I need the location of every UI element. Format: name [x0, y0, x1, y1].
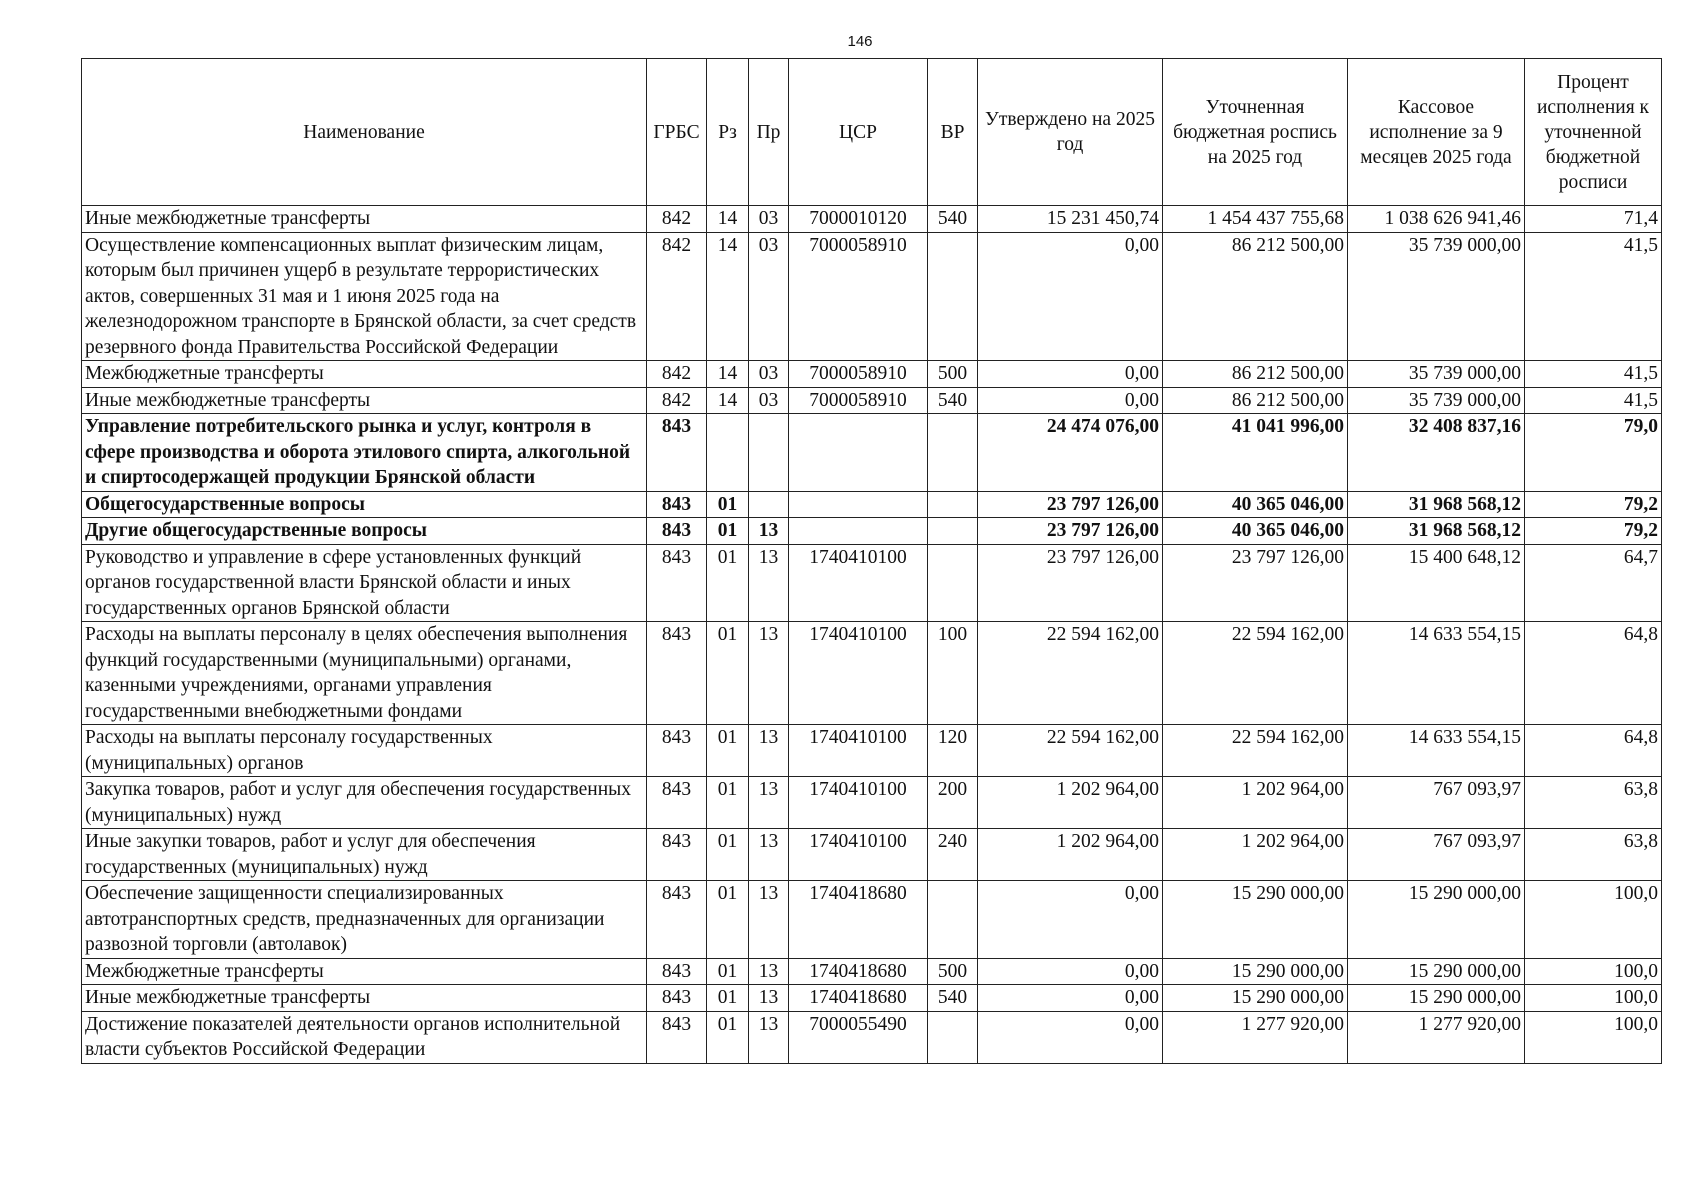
cell-csr: 1740418680: [789, 881, 928, 959]
cell-grbs: 842: [647, 361, 707, 388]
cell-percent: 41,5: [1525, 232, 1662, 361]
cell-approved: 0,00: [978, 1011, 1163, 1063]
cell-grbs: 843: [647, 725, 707, 777]
cell-grbs: 843: [647, 777, 707, 829]
cell-approved: 0,00: [978, 232, 1163, 361]
cell-vr: 540: [928, 985, 978, 1012]
table-row: [82, 518, 1662, 545]
cell-approved: 23 797 126,00: [978, 544, 1163, 622]
cell-csr: [789, 414, 928, 492]
cell-pr: 13: [749, 881, 789, 959]
cell-pr: 13: [749, 1011, 789, 1063]
header-rz: Рз: [707, 59, 749, 206]
table-row: [82, 491, 1662, 518]
cell-name: Иные межбюджетные трансферты: [82, 206, 647, 233]
cell-pr: [749, 414, 789, 492]
cell-name: Межбюджетные трансферты: [82, 361, 647, 388]
cell-vr: 240: [928, 829, 978, 881]
cell-grbs: 843: [647, 518, 707, 545]
cell-approved: 0,00: [978, 958, 1163, 985]
cell-percent: 79,2: [1525, 518, 1662, 545]
cell-name: Общегосударственные вопросы: [82, 491, 647, 518]
cell-vr: 100: [928, 622, 978, 725]
cell-pr: 13: [749, 829, 789, 881]
cell-vr: 200: [928, 777, 978, 829]
cell-name: Иные закупки товаров, работ и услуг для обеспечения государственных (муниципальных) нужд: [82, 829, 647, 881]
cell-grbs: 843: [647, 622, 707, 725]
cell-pr: 13: [749, 777, 789, 829]
cell-refined: 86 212 500,00: [1163, 387, 1348, 414]
table-row: [82, 206, 1662, 233]
cell-grbs: 842: [647, 387, 707, 414]
table-header-row: [82, 59, 1662, 206]
cell-percent: 41,5: [1525, 387, 1662, 414]
cell-csr: 7000058910: [789, 387, 928, 414]
cell-rz: 14: [707, 387, 749, 414]
cell-vr: [928, 414, 978, 492]
cell-grbs: 842: [647, 206, 707, 233]
cell-pr: 03: [749, 206, 789, 233]
cell-pr: 03: [749, 361, 789, 388]
cell-grbs: 843: [647, 958, 707, 985]
cell-name: Иные межбюджетные трансферты: [82, 985, 647, 1012]
table-row: [82, 414, 1662, 492]
cell-csr: 1740410100: [789, 544, 928, 622]
table-row: [82, 544, 1662, 622]
cell-pr: 13: [749, 544, 789, 622]
header-vr: ВР: [928, 59, 978, 206]
cell-name: Осуществление компенсационных выплат физическим лицам, которым был причинен ущерб в результате террористических актов, совершенных 31 мая и 1 июня 2025 года на железнодорожном транспорте в Брянской области, за счет средств резервного фонда Правительства Российской Федерации: [82, 232, 647, 361]
cell-approved: 0,00: [978, 881, 1163, 959]
cell-refined: 22 594 162,00: [1163, 622, 1348, 725]
table-row: [82, 1011, 1662, 1063]
table-row: [82, 881, 1662, 959]
cell-pr: 03: [749, 232, 789, 361]
cell-vr: 500: [928, 958, 978, 985]
cell-vr: 120: [928, 725, 978, 777]
cell-percent: 64,7: [1525, 544, 1662, 622]
cell-percent: 100,0: [1525, 881, 1662, 959]
cell-percent: 79,0: [1525, 414, 1662, 492]
cell-rz: 01: [707, 544, 749, 622]
cell-name: Расходы на выплаты персоналу государственных (муниципальных) органов: [82, 725, 647, 777]
cell-grbs: 843: [647, 544, 707, 622]
budget-table: [81, 58, 1662, 1064]
cell-csr: 1740418680: [789, 985, 928, 1012]
cell-percent: 100,0: [1525, 985, 1662, 1012]
cell-vr: 500: [928, 361, 978, 388]
header-percent: Процент исполнения к уточненной бюджетной росписи: [1525, 59, 1662, 206]
cell-rz: 14: [707, 206, 749, 233]
cell-cash: 14 633 554,15: [1348, 622, 1525, 725]
cell-cash: 767 093,97: [1348, 829, 1525, 881]
cell-refined: 1 454 437 755,68: [1163, 206, 1348, 233]
table-row: [82, 387, 1662, 414]
cell-refined: 1 202 964,00: [1163, 829, 1348, 881]
table-row: [82, 985, 1662, 1012]
cell-vr: [928, 491, 978, 518]
cell-grbs: 842: [647, 232, 707, 361]
cell-grbs: 843: [647, 1011, 707, 1063]
cell-pr: 03: [749, 387, 789, 414]
cell-name: Управление потребительского рынка и услуг, контроля в сфере производства и оборота этилового спирта, алкогольной и спиртосодержащей продукции Брянской области: [82, 414, 647, 492]
header-cash: Кассовое исполнение за 9 месяцев 2025 года: [1348, 59, 1525, 206]
cell-approved: 22 594 162,00: [978, 622, 1163, 725]
cell-csr: 1740410100: [789, 777, 928, 829]
cell-refined: 15 290 000,00: [1163, 985, 1348, 1012]
cell-cash: 31 968 568,12: [1348, 518, 1525, 545]
cell-approved: 1 202 964,00: [978, 777, 1163, 829]
header-csr: ЦСР: [789, 59, 928, 206]
table-row: [82, 777, 1662, 829]
cell-percent: 64,8: [1525, 622, 1662, 725]
cell-percent: 63,8: [1525, 829, 1662, 881]
cell-name: Обеспечение защищенности специализированных автотранспортных средств, предназначенных для организации развозной торговли (автолавок): [82, 881, 647, 959]
cell-vr: 540: [928, 206, 978, 233]
cell-rz: 01: [707, 518, 749, 545]
cell-pr: 13: [749, 518, 789, 545]
cell-csr: 1740410100: [789, 725, 928, 777]
cell-csr: 1740410100: [789, 829, 928, 881]
cell-refined: 86 212 500,00: [1163, 361, 1348, 388]
cell-rz: 01: [707, 1011, 749, 1063]
cell-csr: 7000055490: [789, 1011, 928, 1063]
cell-percent: 79,2: [1525, 491, 1662, 518]
cell-csr: 1740410100: [789, 622, 928, 725]
cell-approved: 15 231 450,74: [978, 206, 1163, 233]
cell-refined: 86 212 500,00: [1163, 232, 1348, 361]
cell-name: Другие общегосударственные вопросы: [82, 518, 647, 545]
cell-refined: 15 290 000,00: [1163, 958, 1348, 985]
table-row: [82, 622, 1662, 725]
cell-rz: 01: [707, 777, 749, 829]
cell-rz: 01: [707, 985, 749, 1012]
cell-rz: 01: [707, 829, 749, 881]
cell-approved: 1 202 964,00: [978, 829, 1163, 881]
cell-cash: 35 739 000,00: [1348, 232, 1525, 361]
table-row: [82, 232, 1662, 361]
cell-rz: 14: [707, 232, 749, 361]
cell-cash: 1 038 626 941,46: [1348, 206, 1525, 233]
cell-pr: 13: [749, 725, 789, 777]
cell-cash: 1 277 920,00: [1348, 1011, 1525, 1063]
cell-rz: [707, 414, 749, 492]
cell-refined: 1 202 964,00: [1163, 777, 1348, 829]
cell-csr: 1740418680: [789, 958, 928, 985]
cell-vr: [928, 518, 978, 545]
cell-percent: 100,0: [1525, 958, 1662, 985]
cell-rz: 01: [707, 725, 749, 777]
cell-vr: [928, 232, 978, 361]
cell-grbs: 843: [647, 881, 707, 959]
cell-cash: 31 968 568,12: [1348, 491, 1525, 518]
cell-pr: [749, 491, 789, 518]
cell-cash: 35 739 000,00: [1348, 387, 1525, 414]
cell-approved: 0,00: [978, 361, 1163, 388]
table-row: [82, 361, 1662, 388]
cell-cash: 767 093,97: [1348, 777, 1525, 829]
table-row: [82, 725, 1662, 777]
cell-refined: 40 365 046,00: [1163, 518, 1348, 545]
cell-approved: 23 797 126,00: [978, 491, 1163, 518]
cell-name: Достижение показателей деятельности органов исполнительной власти субъектов Российской Федерации: [82, 1011, 647, 1063]
cell-vr: [928, 1011, 978, 1063]
cell-cash: 35 739 000,00: [1348, 361, 1525, 388]
cell-approved: 23 797 126,00: [978, 518, 1163, 545]
header-name: Наименование: [82, 59, 647, 206]
cell-grbs: 843: [647, 414, 707, 492]
cell-pr: 13: [749, 958, 789, 985]
page-number: 146: [847, 33, 873, 50]
cell-csr: [789, 491, 928, 518]
cell-refined: 22 594 162,00: [1163, 725, 1348, 777]
cell-refined: 40 365 046,00: [1163, 491, 1348, 518]
cell-percent: 71,4: [1525, 206, 1662, 233]
cell-vr: 540: [928, 387, 978, 414]
cell-cash: 15 400 648,12: [1348, 544, 1525, 622]
cell-percent: 63,8: [1525, 777, 1662, 829]
cell-refined: 1 277 920,00: [1163, 1011, 1348, 1063]
cell-approved: 0,00: [978, 985, 1163, 1012]
cell-rz: 01: [707, 881, 749, 959]
header-grbs: ГРБС: [647, 59, 707, 206]
cell-refined: 15 290 000,00: [1163, 881, 1348, 959]
cell-name: Иные межбюджетные трансферты: [82, 387, 647, 414]
cell-rz: 14: [707, 361, 749, 388]
cell-approved: 24 474 076,00: [978, 414, 1163, 492]
cell-percent: 41,5: [1525, 361, 1662, 388]
cell-csr: 7000010120: [789, 206, 928, 233]
table-row: [82, 958, 1662, 985]
cell-pr: 13: [749, 622, 789, 725]
cell-percent: 100,0: [1525, 1011, 1662, 1063]
cell-cash: 15 290 000,00: [1348, 985, 1525, 1012]
cell-approved: 22 594 162,00: [978, 725, 1163, 777]
cell-csr: [789, 518, 928, 545]
cell-cash: 32 408 837,16: [1348, 414, 1525, 492]
cell-vr: [928, 881, 978, 959]
cell-approved: 0,00: [978, 387, 1163, 414]
header-pr: Пр: [749, 59, 789, 206]
cell-name: Закупка товаров, работ и услуг для обеспечения государственных (муниципальных) нужд: [82, 777, 647, 829]
table-row: [82, 829, 1662, 881]
cell-refined: 23 797 126,00: [1163, 544, 1348, 622]
cell-pr: 13: [749, 985, 789, 1012]
cell-csr: 7000058910: [789, 361, 928, 388]
cell-rz: 01: [707, 622, 749, 725]
cell-cash: 14 633 554,15: [1348, 725, 1525, 777]
cell-name: Руководство и управление в сфере установленных функций органов государственной власти Брянской области и иных государственных органов Брянской области: [82, 544, 647, 622]
cell-name: Расходы на выплаты персоналу в целях обеспечения выполнения функций государственными (муниципальными) органами, казенными учреждениями, органами управления государственными внебюджетными фондами: [82, 622, 647, 725]
cell-vr: [928, 544, 978, 622]
cell-rz: 01: [707, 491, 749, 518]
cell-name: Межбюджетные трансферты: [82, 958, 647, 985]
header-approved: Утверждено на 2025 год: [978, 59, 1163, 206]
cell-csr: 7000058910: [789, 232, 928, 361]
cell-rz: 01: [707, 958, 749, 985]
header-refined: Уточненная бюджетная роспись на 2025 год: [1163, 59, 1348, 206]
cell-cash: 15 290 000,00: [1348, 881, 1525, 959]
cell-grbs: 843: [647, 985, 707, 1012]
cell-grbs: 843: [647, 829, 707, 881]
cell-refined: 41 041 996,00: [1163, 414, 1348, 492]
cell-cash: 15 290 000,00: [1348, 958, 1525, 985]
cell-percent: 64,8: [1525, 725, 1662, 777]
cell-grbs: 843: [647, 491, 707, 518]
